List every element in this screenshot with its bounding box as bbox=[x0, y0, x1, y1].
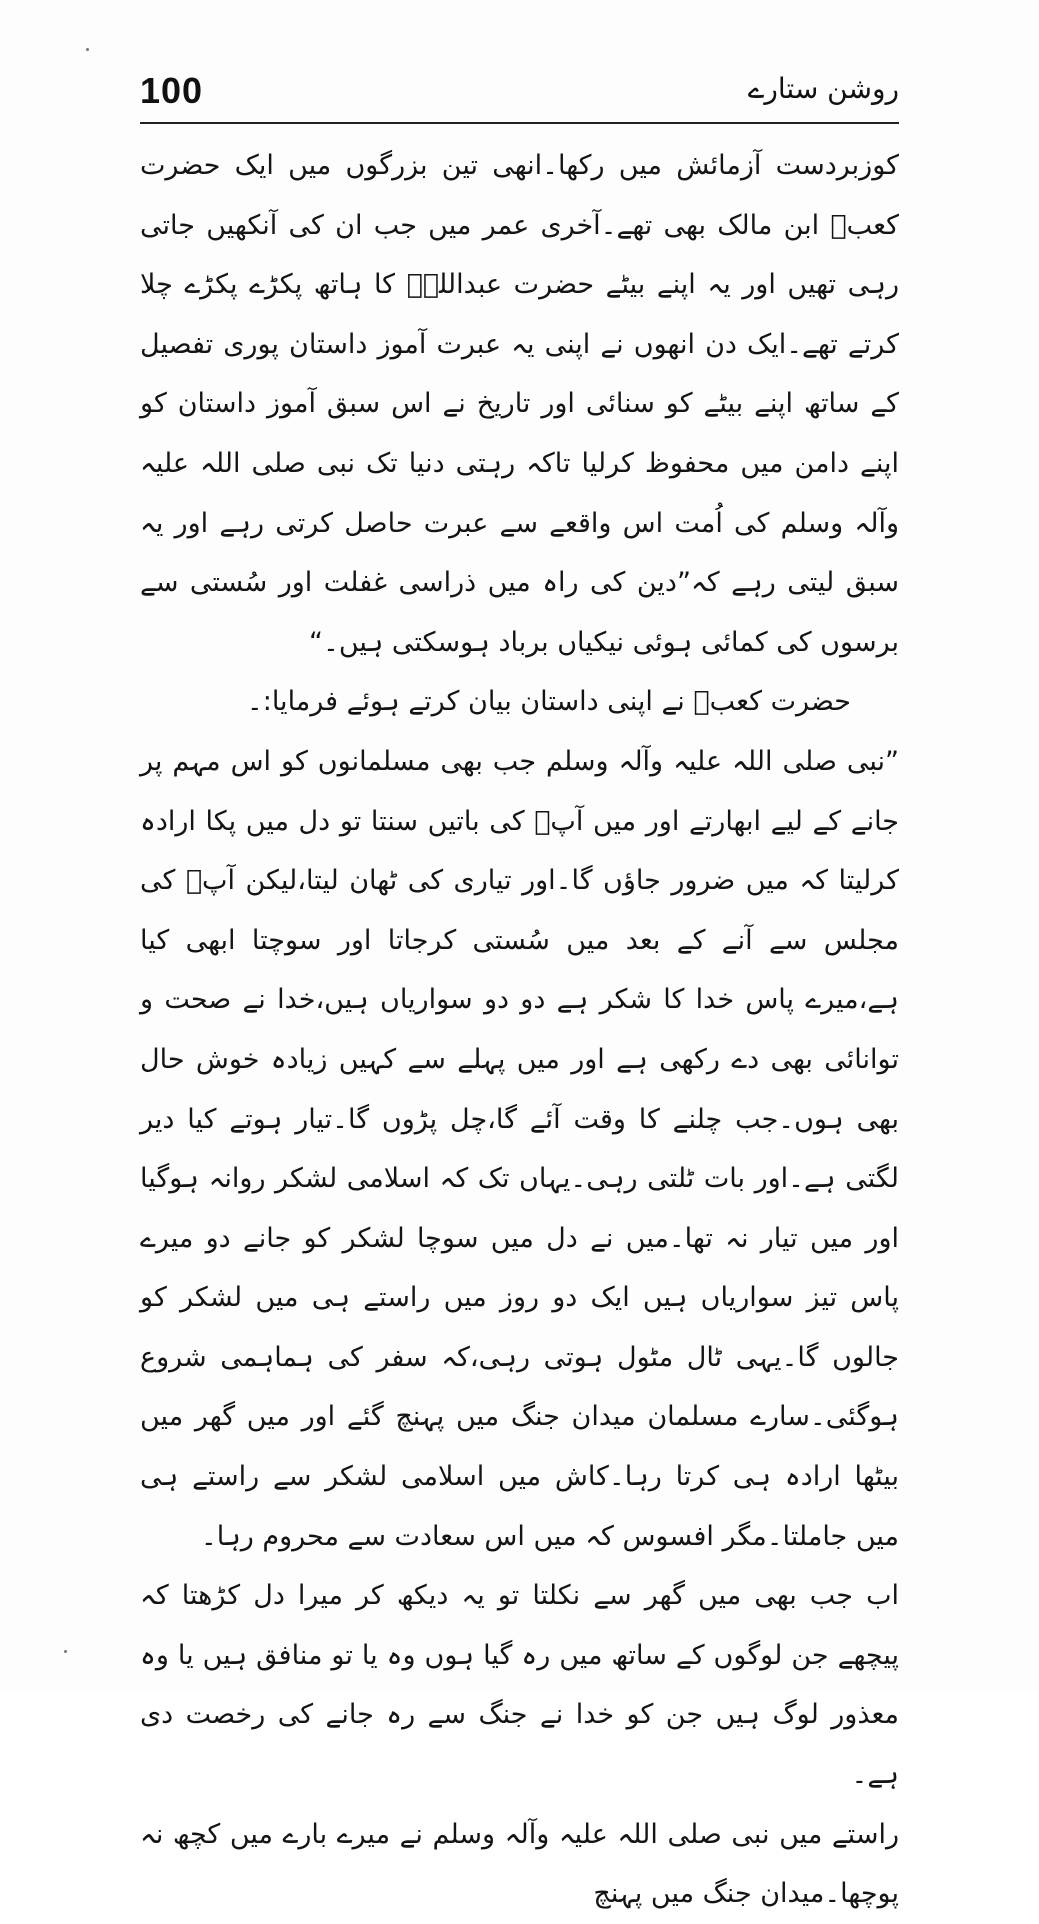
scan-speck bbox=[64, 1650, 67, 1653]
header-rule bbox=[140, 122, 899, 124]
paragraph-continuation: راستے میں نبی صلی اللہ علیہ وآلہ وسلم نے میرے بارے میں کچھ نہ پوچھا۔میدان جنگ میں پہنچ bbox=[140, 1818, 899, 1910]
paragraph-quote: ”نبی صلی اللہ علیہ وآلہ وسلم جب بھی مسلمانوں کو اس مہم پر جانے کے لیے ابھارتے اور میں آپؐ کی باتیں سنتا تو دل میں پکا ارادہ کرلیتا کہ میں ضرور جاؤں گا۔اور تیاری کی ٹھان لیتا،لیکن آپؐ کی مجلس سے آنے کے بعد میں سُستی کرجاتا اور سوچتا ابھی کیا ہے،میرے پاس خدا کا شکر ہے دو دو سواریاں ہیں،خدا نے صحت و توانائی بھی دے رکھی ہے اور میں پہلے سے کہیں زیادہ خوش حال بھی ہوں۔جب چلنے کا وقت آئے گا،چل پڑوں گا۔تیار ہوتے کیا دیر لگتی ہے۔اور بات ٹلتی رہی۔یہاں تک کہ اسلامی لشکر روانہ ہوگیا اور میں تیار نہ تھا۔میں نے دل میں سوچا لشکر کو جانے دو میرے پاس تیز سواریاں ہیں ایک دو روز میں راستے ہی میں لشکر کو جالوں گا۔یہی ٹال مٹول ہوتی رہی،کہ سفر کی ہماہمی شروع ہوگئی۔سارے مسلمان میدان جنگ میں پہنچ گئے اور میں گھر میں بیٹھا ارادہ ہی کرتا رہا۔کاش میں اسلامی لشکر سے راستے ہی میں جاملتا۔مگر افسوس کہ میں اس سعادت سے محروم رہا۔ bbox=[140, 745, 899, 1552]
running-title: روشن ستارے bbox=[747, 72, 899, 105]
body-text bbox=[140, 136, 899, 1924]
paragraph-narration-lead: حضرت کعبؓ نے اپنی داستان بیان کرتے ہوئے فرمایا:۔ bbox=[246, 686, 851, 718]
scan-speck bbox=[86, 48, 89, 51]
paragraph-reflection: اب جب بھی میں گھر سے نکلتا تو یہ دیکھ کر میرا دل کڑھتا کہ پیچھے جن لوگوں کے ساتھ میں رہ گیا ہوں وہ یا تو منافق ہیں یا وہ معذور لوگ ہیں جن کو خدا نے جنگ سے رہ جانے کی رخصت دی ہے۔ bbox=[140, 1580, 899, 1791]
paragraph-intro: کوزبردست آزمائش میں رکھا۔انھی تین بزرگوں میں ایک حضرت کعبؓ ابن مالک بھی تھے۔آخری عمر میں جب ان کی آنکھیں جاتی رہی تھیں اور یہ اپنے بیٹے حضرت عبداللہؓ کا ہاتھ پکڑے پکڑے چلا کرتے تھے۔ایک دن انھوں نے اپنی یہ عبرت آموز داستان پوری تفصیل کے ساتھ اپنے بیٹے کو سنائی اور تاریخ نے اس سبق آموز داستان کو اپنے دامن میں محفوظ کرلیا تاکہ رہتی دنیا تک نبی صلی اللہ علیہ وآلہ وسلم کی اُمت اس واقعے سے عبرت حاصل کرتی رہے اور یہ سبق لیتی رہے کہ”دین کی راہ میں ذراسی غفلت اور سُستی سے برسوں کی کمائی ہوئی نیکیاں برباد ہوسکتی ہیں۔“ bbox=[140, 150, 899, 658]
page-number: 100 bbox=[140, 70, 204, 111]
